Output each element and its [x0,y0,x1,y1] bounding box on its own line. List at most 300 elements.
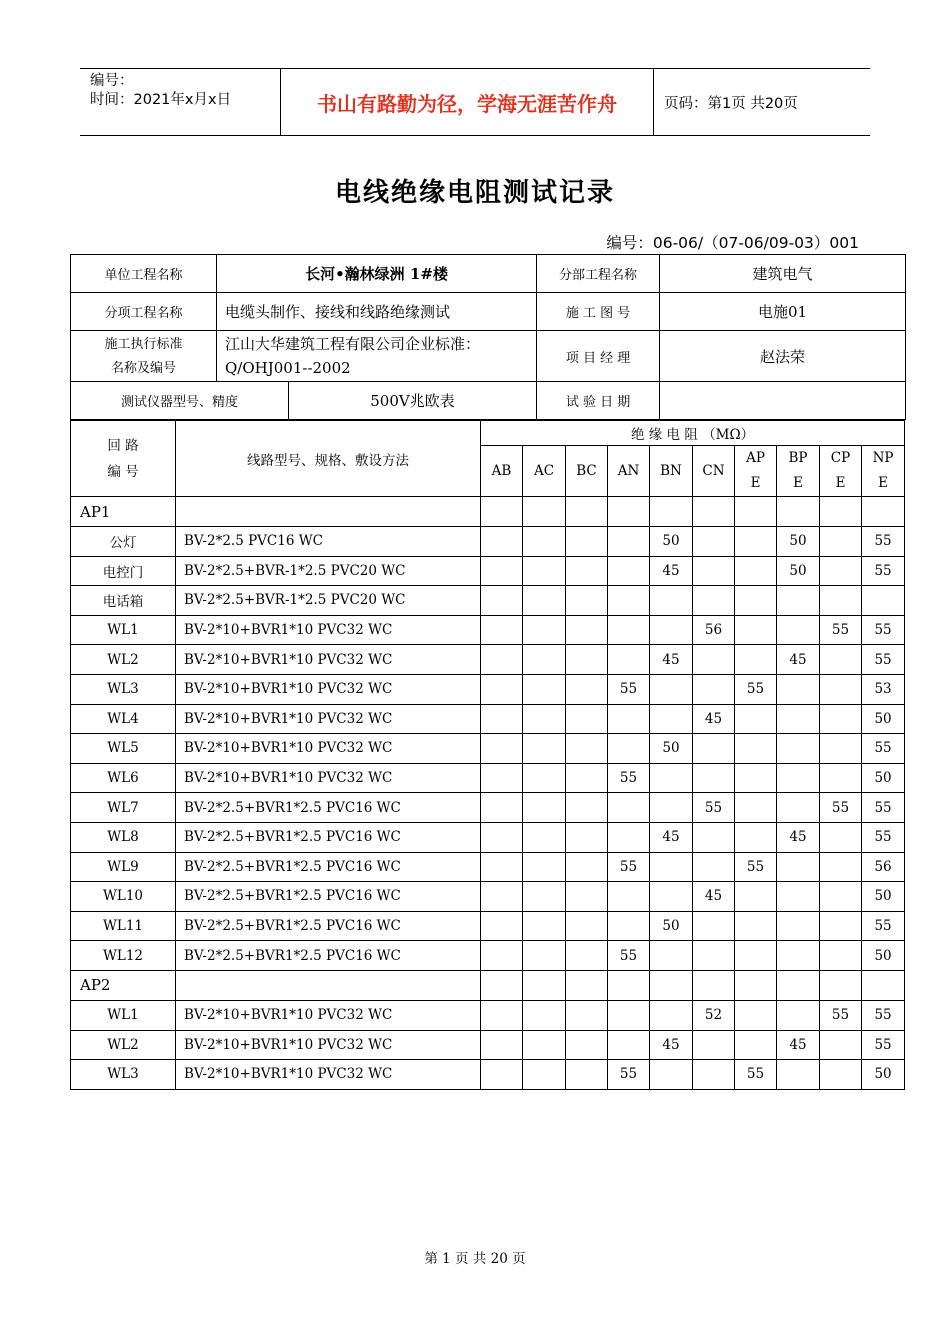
circuit-spec: BV-2*10+BVR1*10 PVC32 WC [176,1000,481,1030]
resistance-value [650,615,693,645]
resistance-value [566,911,608,941]
resistance-value: 55 [608,852,650,882]
circuit-spec: BV-2*2.5 PVC16 WC [176,527,481,557]
empty-cell [566,970,608,1000]
circuit-id: WL3 [71,674,176,704]
resistance-value [523,1060,566,1090]
resistance-header: 绝 缘 电 阻 （MΩ） [481,421,905,446]
column-header [523,446,566,497]
drawing-label: 施 工 图 号 [537,293,660,331]
resistance-value [735,556,777,586]
resistance-value [820,704,862,734]
resistance-value: 50 [862,882,905,912]
resistance-value [566,941,608,971]
circuit-id: 电控门 [71,556,176,586]
resistance-value [820,941,862,971]
resistance-value [523,793,566,823]
column-header-line1: CN [702,462,725,479]
circuit-spec: BV-2*2.5+BVR1*2.5 PVC16 WC [176,941,481,971]
circuit-spec: BV-2*2.5+BVR1*2.5 PVC16 WC [176,793,481,823]
empty-cell [523,970,566,1000]
resistance-value: 55 [608,674,650,704]
resistance-value: 55 [608,763,650,793]
resistance-value [735,734,777,764]
resistance-value: 55 [820,615,862,645]
resistance-value [481,911,523,941]
resistance-value: 56 [862,852,905,882]
resistance-value [481,793,523,823]
group-row [71,497,905,527]
resistance-value: 55 [735,1060,777,1090]
circuit-id: WL1 [71,615,176,645]
resistance-value [777,763,820,793]
subitem-value: 电缆头制作、接线和线路绝缘测试 [217,293,537,331]
resistance-value [481,615,523,645]
circuit-spec: BV-2*2.5+BVR1*2.5 PVC16 WC [176,822,481,852]
resistance-value: 50 [862,763,905,793]
resistance-value [481,852,523,882]
empty-cell [777,970,820,1000]
header-number-label: 编号： [90,73,134,89]
column-header [862,446,905,497]
resistance-value [777,734,820,764]
resistance-value [735,645,777,675]
resistance-value: 45 [650,822,693,852]
header-motto: 书山有路勤为径，学海无涯苦作舟 [281,69,654,135]
column-header-line2: E [750,475,761,491]
empty-cell [650,970,693,1000]
circuit-id: WL3 [71,1060,176,1090]
resistance-value [523,1030,566,1060]
resistance-value: 50 [777,556,820,586]
resistance-value [650,704,693,734]
column-header [608,446,650,497]
resistance-value [693,1030,735,1060]
empty-cell [862,970,905,1000]
circuit-header-line2: 编 号 [107,463,139,480]
test-date-value [660,382,906,420]
resistance-value [820,645,862,675]
circuit-spec: BV-2*2.5+BVR-1*2.5 PVC20 WC [176,556,481,586]
table-row [71,1000,905,1030]
circuit-id: WL6 [71,763,176,793]
resistance-value: 45 [650,1030,693,1060]
resistance-value [735,1030,777,1060]
circuit-spec: BV-2*10+BVR1*10 PVC32 WC [176,734,481,764]
resistance-value [820,1060,862,1090]
resistance-value [566,822,608,852]
resistance-value: 45 [693,704,735,734]
resistance-value [608,882,650,912]
resistance-value [820,911,862,941]
resistance-value [523,852,566,882]
header-row [71,421,905,446]
document-title: 电线绝缘电阻测试记录 [334,178,615,208]
circuit-spec: BV-2*2.5+BVR1*2.5 PVC16 WC [176,852,481,882]
resistance-value [523,941,566,971]
resistance-value: 45 [777,1030,820,1060]
resistance-value [566,586,608,616]
resistance-value [481,882,523,912]
resistance-value: 45 [650,645,693,675]
resistance-value: 55 [862,1000,905,1030]
circuit-header-line1: 回 路 [107,437,139,454]
resistance-value [777,882,820,912]
resistance-value [735,882,777,912]
resistance-value [566,734,608,764]
drawing-value: 电施01 [660,293,906,331]
circuit-spec: BV-2*10+BVR1*10 PVC32 WC [176,615,481,645]
resistance-value [820,763,862,793]
column-header-line1: AB [491,462,512,479]
resistance-value [481,763,523,793]
circuit-id: WL5 [71,734,176,764]
group-name: AP2 [71,970,176,1000]
resistance-value [777,911,820,941]
resistance-value [523,645,566,675]
resistance-value [481,734,523,764]
circuit-spec: BV-2*10+BVR1*10 PVC32 WC [176,704,481,734]
resistance-value [777,793,820,823]
resistance-value [777,704,820,734]
header-meta [80,69,281,135]
resistance-value [777,674,820,704]
group-row [71,970,905,1000]
table-row [71,615,905,645]
resistance-value: 55 [862,645,905,675]
resistance-value [693,527,735,557]
resistance-value: 55 [693,793,735,823]
circuit-id: 公灯 [71,527,176,557]
resistance-value [566,527,608,557]
resistance-value [693,674,735,704]
resistance-value [481,941,523,971]
resistance-value [820,734,862,764]
instrument-label: 测试仪器型号、精度 [71,382,289,420]
resistance-value [693,645,735,675]
resistance-value [820,556,862,586]
circuit-spec: BV-2*10+BVR1*10 PVC32 WC [176,674,481,704]
resistance-value [693,586,735,616]
resistance-value [735,1000,777,1030]
resistance-value: 55 [608,941,650,971]
circuit-id: WL8 [71,822,176,852]
test-date-label: 试 验 日 期 [537,382,660,420]
resistance-value [693,556,735,586]
resistance-value [566,674,608,704]
empty-cell [481,497,523,527]
resistance-value [566,615,608,645]
resistance-value: 55 [862,1030,905,1060]
resistance-value [650,882,693,912]
resistance-value [523,763,566,793]
column-header [481,446,523,497]
circuit-header [71,421,176,497]
info-row [71,255,906,293]
resistance-value: 55 [862,615,905,645]
empty-cell [523,497,566,527]
resistance-value [566,882,608,912]
empty-cell [481,970,523,1000]
circuit-spec: BV-2*10+BVR1*10 PVC32 WC [176,1030,481,1060]
resistance-value [735,822,777,852]
empty-cell [176,970,481,1000]
page-footer: 第 1 页 共 20 页 [424,1251,526,1267]
standard-value [217,331,537,382]
table-row [71,941,905,971]
resistance-value [608,793,650,823]
table-row [71,793,905,823]
resistance-value [608,1000,650,1030]
resistance-value [523,556,566,586]
spec-header: 线路型号、规格、敷设方法 [176,421,481,497]
column-header-line1: BP [788,450,808,466]
circuit-spec: BV-2*2.5+BVR1*2.5 PVC16 WC [176,882,481,912]
table-row [71,911,905,941]
resistance-value [650,674,693,704]
resistance-value [481,527,523,557]
resistance-value [693,852,735,882]
resistance-value: 50 [650,734,693,764]
resistance-value [608,527,650,557]
resistance-value [693,1060,735,1090]
resistance-value: 45 [693,882,735,912]
table-row [71,852,905,882]
resistance-value [608,645,650,675]
resistance-value [608,1030,650,1060]
resistance-value: 50 [862,704,905,734]
resistance-value [820,674,862,704]
resistance-value [820,822,862,852]
info-row [71,331,906,382]
empty-cell [862,497,905,527]
resistance-value [650,1060,693,1090]
standard-label-line1: 施工执行标准 [104,336,183,352]
resistance-value [608,911,650,941]
resistance-value [608,734,650,764]
division-value: 建筑电气 [660,255,906,293]
resistance-value [566,645,608,675]
circuit-spec: BV-2*10+BVR1*10 PVC32 WC [176,645,481,675]
circuit-id: WL7 [71,793,176,823]
circuit-id: 电话箱 [71,586,176,616]
empty-cell [820,970,862,1000]
resistance-value [735,763,777,793]
resistance-value [608,822,650,852]
resistance-value [693,734,735,764]
standard-label [71,331,217,382]
group-name: AP1 [71,497,176,527]
empty-cell [608,970,650,1000]
empty-cell [693,497,735,527]
resistance-value [566,1060,608,1090]
division-label: 分部工程名称 [537,255,660,293]
resistance-value [523,1000,566,1030]
table-row [71,586,905,616]
column-header-line2: E [793,475,803,491]
column-header [566,446,608,497]
circuit-spec: BV-2*2.5+BVR1*2.5 PVC16 WC [176,911,481,941]
resistance-value [820,882,862,912]
resistance-value: 55 [820,1000,862,1030]
info-table [70,254,906,420]
document-number: 编号：06-06/（07-06/09-03）001 [606,234,859,252]
resistance-value [735,793,777,823]
header-page-info: 页码：第1页 共20页 [664,95,798,112]
standard-value-line1: 江山大华建筑工程有限公司企业标准： [225,335,481,353]
resistance-value [820,586,862,616]
resistance-value [481,1030,523,1060]
resistance-value: 53 [862,674,905,704]
empty-cell [777,497,820,527]
circuit-spec: BV-2*10+BVR1*10 PVC32 WC [176,763,481,793]
resistance-value [735,704,777,734]
resistance-value [735,527,777,557]
column-header-line2: E [835,475,846,491]
resistance-value [777,1000,820,1030]
resistance-value [481,822,523,852]
empty-cell [566,497,608,527]
table-row [71,1030,905,1060]
resistance-value [608,704,650,734]
manager-label: 项 目 经 理 [537,331,660,382]
resistance-value: 50 [862,1060,905,1090]
empty-cell [735,970,777,1000]
resistance-value [523,704,566,734]
resistance-value: 50 [777,527,820,557]
empty-cell [820,497,862,527]
resistance-value [650,763,693,793]
resistance-value [735,586,777,616]
circuit-id: WL2 [71,1030,176,1060]
table-row [71,645,905,675]
resistance-value [608,586,650,616]
circuit-spec: BV-2*2.5+BVR-1*2.5 PVC20 WC [176,586,481,616]
circuit-id: WL4 [71,704,176,734]
resistance-value [693,941,735,971]
resistance-value [735,941,777,971]
resistance-value: 55 [820,793,862,823]
resistance-value [735,615,777,645]
resistance-value: 50 [650,911,693,941]
table-row [71,822,905,852]
table-row [71,674,905,704]
info-row [71,382,906,420]
resistance-value: 50 [650,527,693,557]
resistance-value: 55 [862,911,905,941]
table-row [71,1060,905,1090]
table-body [71,497,905,1090]
resistance-value: 55 [862,527,905,557]
standard-label-line2: 名称及编号 [110,360,176,376]
empty-cell [176,497,481,527]
resistance-value [777,615,820,645]
resistance-table [70,420,905,1090]
resistance-value: 55 [862,822,905,852]
resistance-value [481,586,523,616]
resistance-value: 45 [777,645,820,675]
resistance-value [481,1060,523,1090]
resistance-value [650,586,693,616]
column-header [650,446,693,497]
circuit-id: WL12 [71,941,176,971]
resistance-value [481,556,523,586]
empty-cell [608,497,650,527]
column-header-line1: AC [533,462,555,479]
column-header-line1: CP [830,450,851,466]
resistance-value [862,586,905,616]
resistance-value [566,1030,608,1060]
empty-cell [650,497,693,527]
resistance-value [777,586,820,616]
resistance-value: 45 [650,556,693,586]
column-header-line1: BC [576,462,597,479]
resistance-value [566,852,608,882]
table-row [71,734,905,764]
resistance-value: 52 [693,1000,735,1030]
circuit-id: WL11 [71,911,176,941]
resistance-value: 55 [862,556,905,586]
resistance-value: 55 [608,1060,650,1090]
resistance-value [523,734,566,764]
resistance-value [650,1000,693,1030]
resistance-value [523,586,566,616]
resistance-value [608,556,650,586]
resistance-value [693,822,735,852]
resistance-value [481,1000,523,1030]
empty-cell [693,970,735,1000]
resistance-value [566,556,608,586]
resistance-value [481,674,523,704]
resistance-value [523,822,566,852]
resistance-value [650,941,693,971]
resistance-value [566,704,608,734]
table-row [71,763,905,793]
table-row [71,527,905,557]
resistance-value [820,1030,862,1060]
resistance-value [523,674,566,704]
resistance-value [566,763,608,793]
column-header-line1: AN [617,462,640,479]
resistance-value [820,852,862,882]
resistance-value [650,793,693,823]
unit-project-label: 单位工程名称 [71,255,217,293]
column-header [820,446,862,497]
resistance-value [566,793,608,823]
resistance-value [735,911,777,941]
table-row [71,882,905,912]
circuit-spec: BV-2*10+BVR1*10 PVC32 WC [176,1060,481,1090]
resistance-value [693,763,735,793]
column-header-line2: E [878,475,888,491]
resistance-value [523,911,566,941]
column-header-line1: BN [660,462,682,479]
circuit-id: WL2 [71,645,176,675]
resistance-value [523,527,566,557]
resistance-value [777,1060,820,1090]
instrument-value: 500V兆欧表 [289,382,537,420]
resistance-value: 45 [777,822,820,852]
empty-cell [735,497,777,527]
resistance-value [820,527,862,557]
resistance-value [481,645,523,675]
resistance-value [693,911,735,941]
resistance-value [523,615,566,645]
column-header [777,446,820,497]
table-row [71,704,905,734]
header-time-label: 时间：2021年x月x日 [90,92,232,108]
resistance-value: 55 [862,793,905,823]
